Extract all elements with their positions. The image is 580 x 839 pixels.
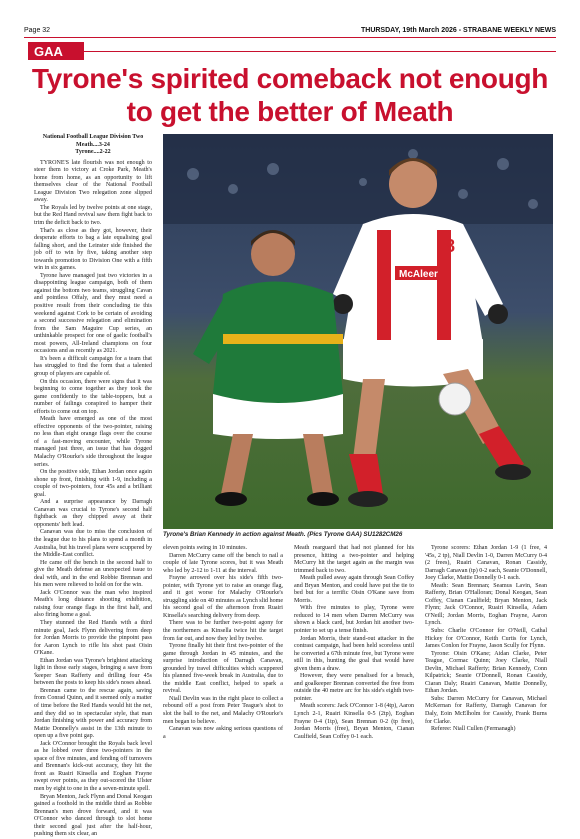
paragraph: Subs: Darren McCurry for Canavan, Michael McKernan for Rafferty, Darragh Canavan for Daly, Eoin McElholm for Cassidy, Frank Burns for Clarke. <box>425 695 547 725</box>
article-column-2 <box>163 545 283 740</box>
result-line-meath: Meath....3-24 <box>76 141 110 148</box>
paragraph: Bryan Menton, Jack Flynn and Donal Keogan gained a foothold in the middle third as Robbie Brennan's men drove forward, and it was O'Connor who danced through to slot home their second goal just after the half-hour, pushing them six clear, an <box>34 793 152 838</box>
section-tag: GAA <box>28 42 84 60</box>
section-rule <box>84 51 556 52</box>
paragraph: Jack O'Connor brought the Royals back level as he lobbed over three two-pointers in the space of five minutes, and fending off turnovers and Brennan's kick-out accuracy, they hit the front as Ruairi Kinsella and Eoghan Frayne swept over points, as they out-scored the Ulster men by eight to one in the a seven-minute spell. <box>34 740 152 793</box>
paragraph: There was to be further two-point agony for the northerners as Kinsella twice hit the target from far out, and now they led by twelve. <box>163 620 283 642</box>
paragraph: Subs: Charlie O'Connor for O'Neill, Cathal Hickey for O'Connor, Keith Curtis for Lynch, James Conlon for Frayne, Jason Scully for Flynn. <box>425 628 547 650</box>
paragraph: Jordan Morris, their stand-out attacker in the contrast campaign, had been held scoreless until he converted a 67th minute free, but Tyrone were still in this, hunting the goal that would have given them a draw. <box>294 635 414 672</box>
paragraph: Canavan was due to miss the conclusion of the league due to his plans to spend a month in Australia, but his travel plans were scuppered by the Middle-East conflict. <box>34 529 152 559</box>
paragraph: Tyrone scorers: Ethan Jordan 1-9 (1 free, 4 '45s, 2 tp), Niall Devlin 1-0, Darren McCurry 0-4 (2 frees), Ruairi Canavan, Ronan Cassidy, Darragh Canavan (tp) 0-2 each, Seanie O'Donnell, Joey Clarke, Mattie Donnelly 0-1 each. <box>425 545 547 582</box>
headline: Tyrone's spirited comeback not enough to get the better of Meath <box>31 63 549 127</box>
paragraph: Canavan was now asking serious questions of a <box>163 726 283 740</box>
paragraph: Meath rearguard that had not planned for his presence, hitting a two-pointer and helping McCurry hit the target again as the margin was trimmed back to two. <box>294 545 414 574</box>
paragraph: Frayne arrowed over his side's fifth two-pointer, with Tyrone yet to raise an orange flag, and it got worse for Malachy O'Rourke's struggling side on 40 minutes as Lynch slid home his second goal of the afternoon from Ruairi Kinsella's searching delivery from deep. <box>163 575 283 619</box>
paragraph: It's been a difficult campaign for a team that has struggled to find the form that a talented group of players are capable of. <box>34 355 152 377</box>
paragraph: Referee: Niall Cullen (Fermanagh) <box>431 726 516 733</box>
paragraph: That's as close as they got, however, their desperate efforts to bag a late equalising goal falling short, and the Leinster side finished the job off to win by five, taking another step towards promotion to Division One with a fifth win in six games. <box>34 227 152 272</box>
paragraph: eleven points swing in 10 minutes. <box>163 545 247 551</box>
result-block <box>34 134 152 157</box>
article-column-1 <box>34 134 152 838</box>
paragraph: Brennan came to the rescue again, saving from Conrad Quinn, and it seemed only a matter of time before the Red Hands would hit the net, and they did so in spectacular style, that man Jordan finishing with power and accuracy from Mattie Donnelly's assist in the 13th minute to open up a five point gap. <box>34 687 152 740</box>
paragraph: And a surprise appearance by Darragh Canavan was crucial to Tyrone's second half fightback as they chipped away at their opponents' heft lead. <box>34 499 152 528</box>
competition: National Football League Division Two <box>42 134 144 140</box>
paragraph: Niall Devlin was in the right place to collect a rebound off a post from Peter Teague's shot to slot the ball to the net, and Malachy O'Rourke's men began to believe. <box>163 695 283 725</box>
paragraph: Tyrone finally hit their first two-pointer of the game through Jordan in 45 minutes, and the surprise introduction of Darragh Canavan, grounded by travel difficulties which scuppered his planned five-week break in Australia, due to the middle East conflict, helped to spark a revival. <box>163 643 283 695</box>
page-number: Page 32 <box>24 26 51 34</box>
paragraph: Tyrone: Oisin O'Kane; Aidan Clarke, Peter Teague, Cormac Quinn; Joey Clarke, Niall Devlin, Michael Rafferty; Brian Kennedy, Conn Kilpatrick; Seanie O'Donnell, Ronan Cassidy, Ciaran Daly; Ruairi Canavan, Mattie Donnelly, Ethan Jordan. <box>425 650 547 695</box>
paragraph: The Royals led by twelve points at one stage, but the Red Hand revival saw them fight back to trim the deficit back to two. <box>34 204 152 227</box>
jersey-number: 8 <box>445 236 456 256</box>
article-column-3 <box>294 545 414 740</box>
paragraph: Meath pulled away again through Sean Coffey and Bryan Menton, and could have put the tie to bed but for a terrific Oisin O'Kane save from Morris. <box>294 575 414 604</box>
paragraph: Darren McCurry came off the bench to nail a couple of late Tyrone scores, but it was Meath who led by 2-12 to 1-11 at the interval. <box>163 552 283 574</box>
paragraph: Meath have emerged as one of the most effective opponents of the two-pointer, raising no less than eight orange flags over the course of a fast-moving encounter, while Tyrone managed just three, an issue that has dogged Malachy O'Rourke's side throughout the league series. <box>34 416 152 468</box>
photo-caption: Tyrone's Brian Kennedy in action against Meath. (Pics Tyrone GAA) SU1282CM26 <box>163 531 403 538</box>
header-rule <box>24 37 556 38</box>
paragraph: Ethan Jordan was Tyrone's brightest attacking light in those early stages, bringing a save from 'keeper Sean Rafferty and drilling four 45s between the posts to keep his side's noses ahead. <box>34 657 152 687</box>
paragraph: Meath scorers: Jack O'Connor 1-8 (4tp), Aaron Lynch 2-1, Ruairi Kinsella 0-5 (2tp), Eoghan Frayne 0-4 (1tp), Sean Brennan 0-2 (tp free), Jordan Morris (free), Bryan Menton, Cianan Caulfield, Sean Coffey 0-1 each. <box>294 703 414 740</box>
paragraph: With five minutes to play, Tyrone were reduced to 14 men when Darren McCurry was shown a black card, but Jordan hit another two-pointer to set up a tense finish. <box>294 605 414 635</box>
result-line-tyrone: Tyrone....2-22 <box>75 149 111 156</box>
dateline: THURSDAY, 19th March 2026 - STRABANE WEEKLY NEWS <box>360 26 556 34</box>
paragraph: Tyrone have managed just two victories in a disappointing league campaign, both of them against the bottom two teams, struggling Cavan and pointless Offaly, and they must need a positive result from their concluding tie this weekend against Cork to be certain of avoiding a second successive relegation and elimination from the Sam Maguire Cup series, an unthinkable prospect for one of gaelic football's most powers, All-Ireland champions on four occasions and as recently as 2021. <box>34 272 152 355</box>
sponsor-logo-text: McAleer <box>399 269 438 280</box>
paragraph: TYRONE'S late flourish was not enough to steer them to victory at Croke Park, Meath's home from home, as an opportunity to lift themselves clear of the National Football League Division Two relegation zone slipped away. <box>34 159 152 204</box>
match-photo <box>163 134 553 529</box>
paragraph: On this occasion, there were signs that it was beginning to come together as they took the game confidently to the table-toppers, but a number of failings conspired to hamper their efforts to come out on top. <box>34 378 152 415</box>
photo-illustration <box>163 134 553 529</box>
paragraph: He came off the bench in the second half to give the Meath defense an unexpected issue to deal with, and in the end Robbie Brennan and his men were relieved to hold on for the win. <box>34 559 152 589</box>
paragraph: They stunned the Red Hands with a third minute goal, Jack Flynn delivering from deep for Jordan Morris to provide the pinpoint pass for Aaron Lynch to rifle his shot past Oisin O'Kane. <box>34 620 152 657</box>
paragraph: Meath: Sean Brennan; Seamus Lavin, Sean Rafferty, Brian O'Halloran; Donal Keogan, Sean Coffey, Cianan Caulfield; Bryan Menton, Jack Flynn; Jack O'Connor, Ruairi Kinsella, Adam O'Neill; Jordan Morris, Eoghan Frayne, Aaron Lynch. <box>425 582 547 627</box>
page-header <box>24 24 556 36</box>
paragraph: However, they were penalised for a breach, and goalkeeper Brennan converted the free from outside the 40 metre arc for his side's eighth two-pointer. <box>294 673 414 702</box>
article-column-4 <box>425 545 547 733</box>
paragraph: On the positive side, Ethan Jordan once again shone up front, finishing with 1-9, including a couple of two-pointers, four 45s and a brilliant goal. <box>34 469 152 498</box>
paragraph: Jack O'Connor was the man who inspired Meath's long distance shooting exhibition, raising four orange flags in the first half, and also firing home a goal. <box>34 589 152 619</box>
